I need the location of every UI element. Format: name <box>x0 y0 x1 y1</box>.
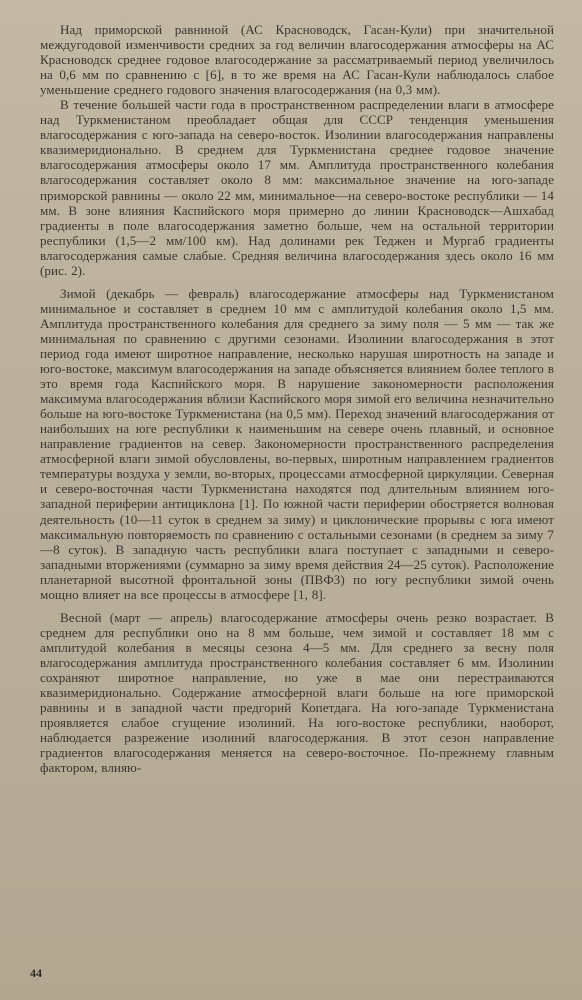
paragraph-spring: Весной (март — апрель) влагосодержание атмосферы очень резко возрастает. В среднем для республики оно на 8 мм больше, чем зимой и составляет 18 мм с амплитудой колебания в месяцы сезона 4—5 мм. Для среднего за весну поля влагосодержания амплитуда пространственного колебания составляет 6 мм. Изолинии сохраняют широтное направление, но уже в мае они перестраиваются квазимеридионально. Содержание атмосферной влаги больше на юге приморской равнины и в западной части предгорий Копетдага. На юго-западе Туркменистана проявляется слабое сгущение изолиний. На юго-востоке республики, наоборот, наблюдается разрежение изолиний влагосодержания. В этот сезон направление градиентов влагосодержания меняется на северо-восточное. По-прежнему главным фактором, влияю- <box>40 609 554 776</box>
page-number: 44 <box>30 966 42 980</box>
paragraph-winter: Зимой (декабрь — февраль) влагосодержание атмосферы над Туркменистаном минимальное и составляет в среднем 10 мм с амплитудой колебания около 1,5 мм. Амплитуда пространственного колебания для среднего за зиму поля — 5 мм — так же минимальная по сравнению с другими сезонами. Изолинии влагосодержания в этот период года имеют широтное направление, несколько нарушая широтность на западе и юго-востоке, максимум влагосодержания на западе объясняется влиянием более теплого в это время года Каспийского моря. В нарушение закономерности расположения максимума влагосодержания вблизи Каспийского моря зимой его величина незначительно больше на юго-востоке Туркменистана (на 0,5 мм). Переход значений влагосодержания от наибольших на юге республики к наименьшим на севере очень плавный, и основное направление градиентов на север. Закономерности пространственного распределения атмосферной влаги зимой обусловлены, во-первых, широтным направлением градиентов температуры воздуха у земли, во-вторых, процессами атмосферной циркуляции. Северная и северо-восточная части Туркменистана находятся под длительным влиянием юго-западной периферии антициклона [1]. По южной части периферии обостряется волновая деятельность (10—11 суток в среднем за зиму) и циклонические прорывы с юга имеют максимальную повторяемость по сравнению с остальными сезонами (в среднем за зиму 7—8 суток). В западную часть республики влага поступает с западными и северо-западными вторжениями (суммарно за зиму время действия 24—25 суток). Расположение планетарной высотной фронтальной зоны (ПВФЗ) по югу республики зимой очень мощно влияет на все процессы в атмосфере [1, 8]. <box>40 285 554 602</box>
paragraph-primorskaya-plain: Над приморской равниной (АС Красноводск, Гасан-Кули) при значительной междугодовой изменчивости средних за год величин влагосодержания атмосферы на АС Красноводск среднее годовое влагосодержание за рассматриваемый период увеличилось на 0,6 мм по сравнению с [6], в то же время на АС Гасан-Кули наблюдалось слабое уменьшение среднего годового значения влагосодержания (на 0,3 мм). <box>40 22 554 98</box>
text-column <box>40 22 554 775</box>
paragraph-annual-distribution: В течение большей части года в пространственном распределении влаги в атмосфере над Туркменистаном преобладает общая для СССР тенденция уменьшения влагосодержания с юго-запада на северо-восток. Изолинии влагосодержания направлены квазимеридионально. В среднем для Туркменистана среднее годовое значение влагосодержания атмосферы около 17 мм. Амплитуда пространственного колебания влагосодержания составляет около 8 мм: максимальное значение на юго-западе приморской равнины — около 22 мм, минимальное—на северо-востоке республики — 14 мм. В зоне влияния Каспийского моря примерно до линии Красноводск—Ашхабад градиенты в поле влагосодержания заметно больше, чем на остальной территории республики (1,5—2 мм/100 км). Над долинами рек Теджен и Мургаб градиенты влагосодержания самые слабые. Средняя величина влагосодержания здесь около 16 мм (рис. 2). <box>40 97 554 278</box>
